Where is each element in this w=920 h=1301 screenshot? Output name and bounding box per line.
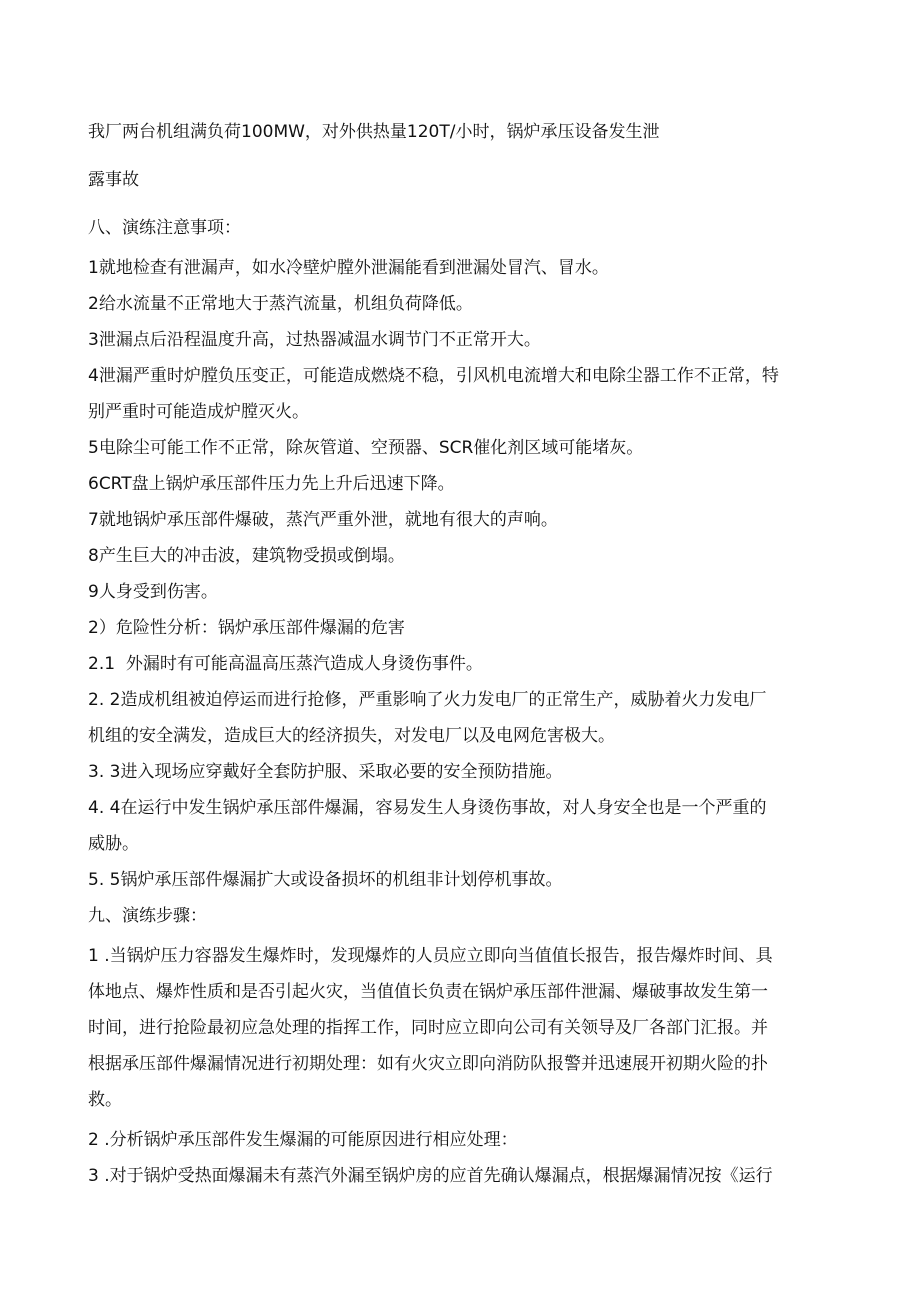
text-line: 救。: [88, 1090, 122, 1110]
text-line: 别严重时可能造成炉膛灭火。: [88, 402, 309, 422]
text-line: 3 .对于锅炉受热面爆漏未有蒸汽外漏至锅炉房的应首先确认爆漏点，根据爆漏情况按《运行: [88, 1166, 773, 1186]
text-line: 4泄漏严重时炉膛负压变正，可能造成燃烧不稳，引风机电流增大和电除尘器工作不正常，特: [88, 366, 779, 386]
document-body: [88, 114, 836, 1194]
text-line: 根据承压部件爆漏情况进行初期处理：如有火灾立即向消防队报警并迅速展开初期火险的扑: [88, 1054, 768, 1074]
text-line: 3. 3进入现场应穿戴好全套防护服、采取必要的安全预防措施。: [88, 762, 563, 782]
text-line: 3泄漏点后沿程温度升高，过热器减温水调节门不正常开大。: [88, 330, 541, 350]
text-line: 机组的安全满发，造成巨大的经济损失，对发电厂以及电网危害极大。: [88, 726, 615, 746]
text-line: 5. 5锅炉承压部件爆漏扩大或设备损坏的机组非计划停机事故。: [88, 870, 563, 890]
text-line: 1 .当锅炉压力容器发生爆炸时，发现爆炸的人员应立即向当值值长报告，报告爆炸时间、具: [88, 946, 773, 966]
text-line: 4. 4在运行中发生锅炉承压部件爆漏，容易发生人身烫伤事故，对人身安全也是一个严重的: [88, 798, 767, 818]
text-line: 8产生巨大的冲击波，建筑物受损或倒塌。: [88, 546, 405, 566]
text-line: 6CRT盘上锅炉承压部件压力先上升后迅速下降。: [88, 474, 455, 494]
text-line: 露事故: [88, 170, 139, 190]
text-line: 时间，进行抢险最初应急处理的指挥工作，同时应立即向公司有关领导及厂各部门汇报。并: [88, 1018, 768, 1038]
section-heading-eight: 八、演练注意事项：: [88, 218, 241, 238]
text-line: 2 .分析锅炉承压部件发生爆漏的可能原因进行相应处理：: [88, 1130, 518, 1150]
text-line: 9人身受到伤害。: [88, 582, 218, 602]
text-line: 2. 2造成机组被迫停运而进行抢修，严重影响了火力发电厂的正常生产，威胁着火力发电厂: [88, 690, 767, 710]
section-heading-nine: 九、演练步骤：: [88, 906, 207, 926]
text-line: 7就地锅炉承压部件爆破，蒸汽严重外泄，就地有很大的声响。: [88, 510, 558, 530]
text-line: 威胁。: [88, 834, 139, 854]
text-line: 我厂两台机组满负荷100MW，对外供热量120T/小时，锅炉承压设备发生泄: [88, 122, 660, 142]
text-line: 2.1 外漏时有可能高温高压蒸汽造成人身烫伤事件。: [88, 654, 483, 674]
text-line: 1就地检查有泄漏声，如水冷壁炉膛外泄漏能看到泄漏处冒汽、冒水。: [88, 258, 609, 278]
text-line: 5电除尘可能工作不正常，除灰管道、空预器、SCR催化剂区域可能堵灰。: [88, 438, 644, 458]
subsection-heading: 2）危险性分析：锅炉承压部件爆漏的危害: [88, 618, 405, 638]
text-line: 2给水流量不正常地大于蒸汽流量，机组负荷降低。: [88, 294, 473, 314]
text-line: 体地点、爆炸性质和是否引起火灾，当值值长负责在锅炉承压部件泄漏、爆破事故发生第一: [88, 982, 768, 1002]
